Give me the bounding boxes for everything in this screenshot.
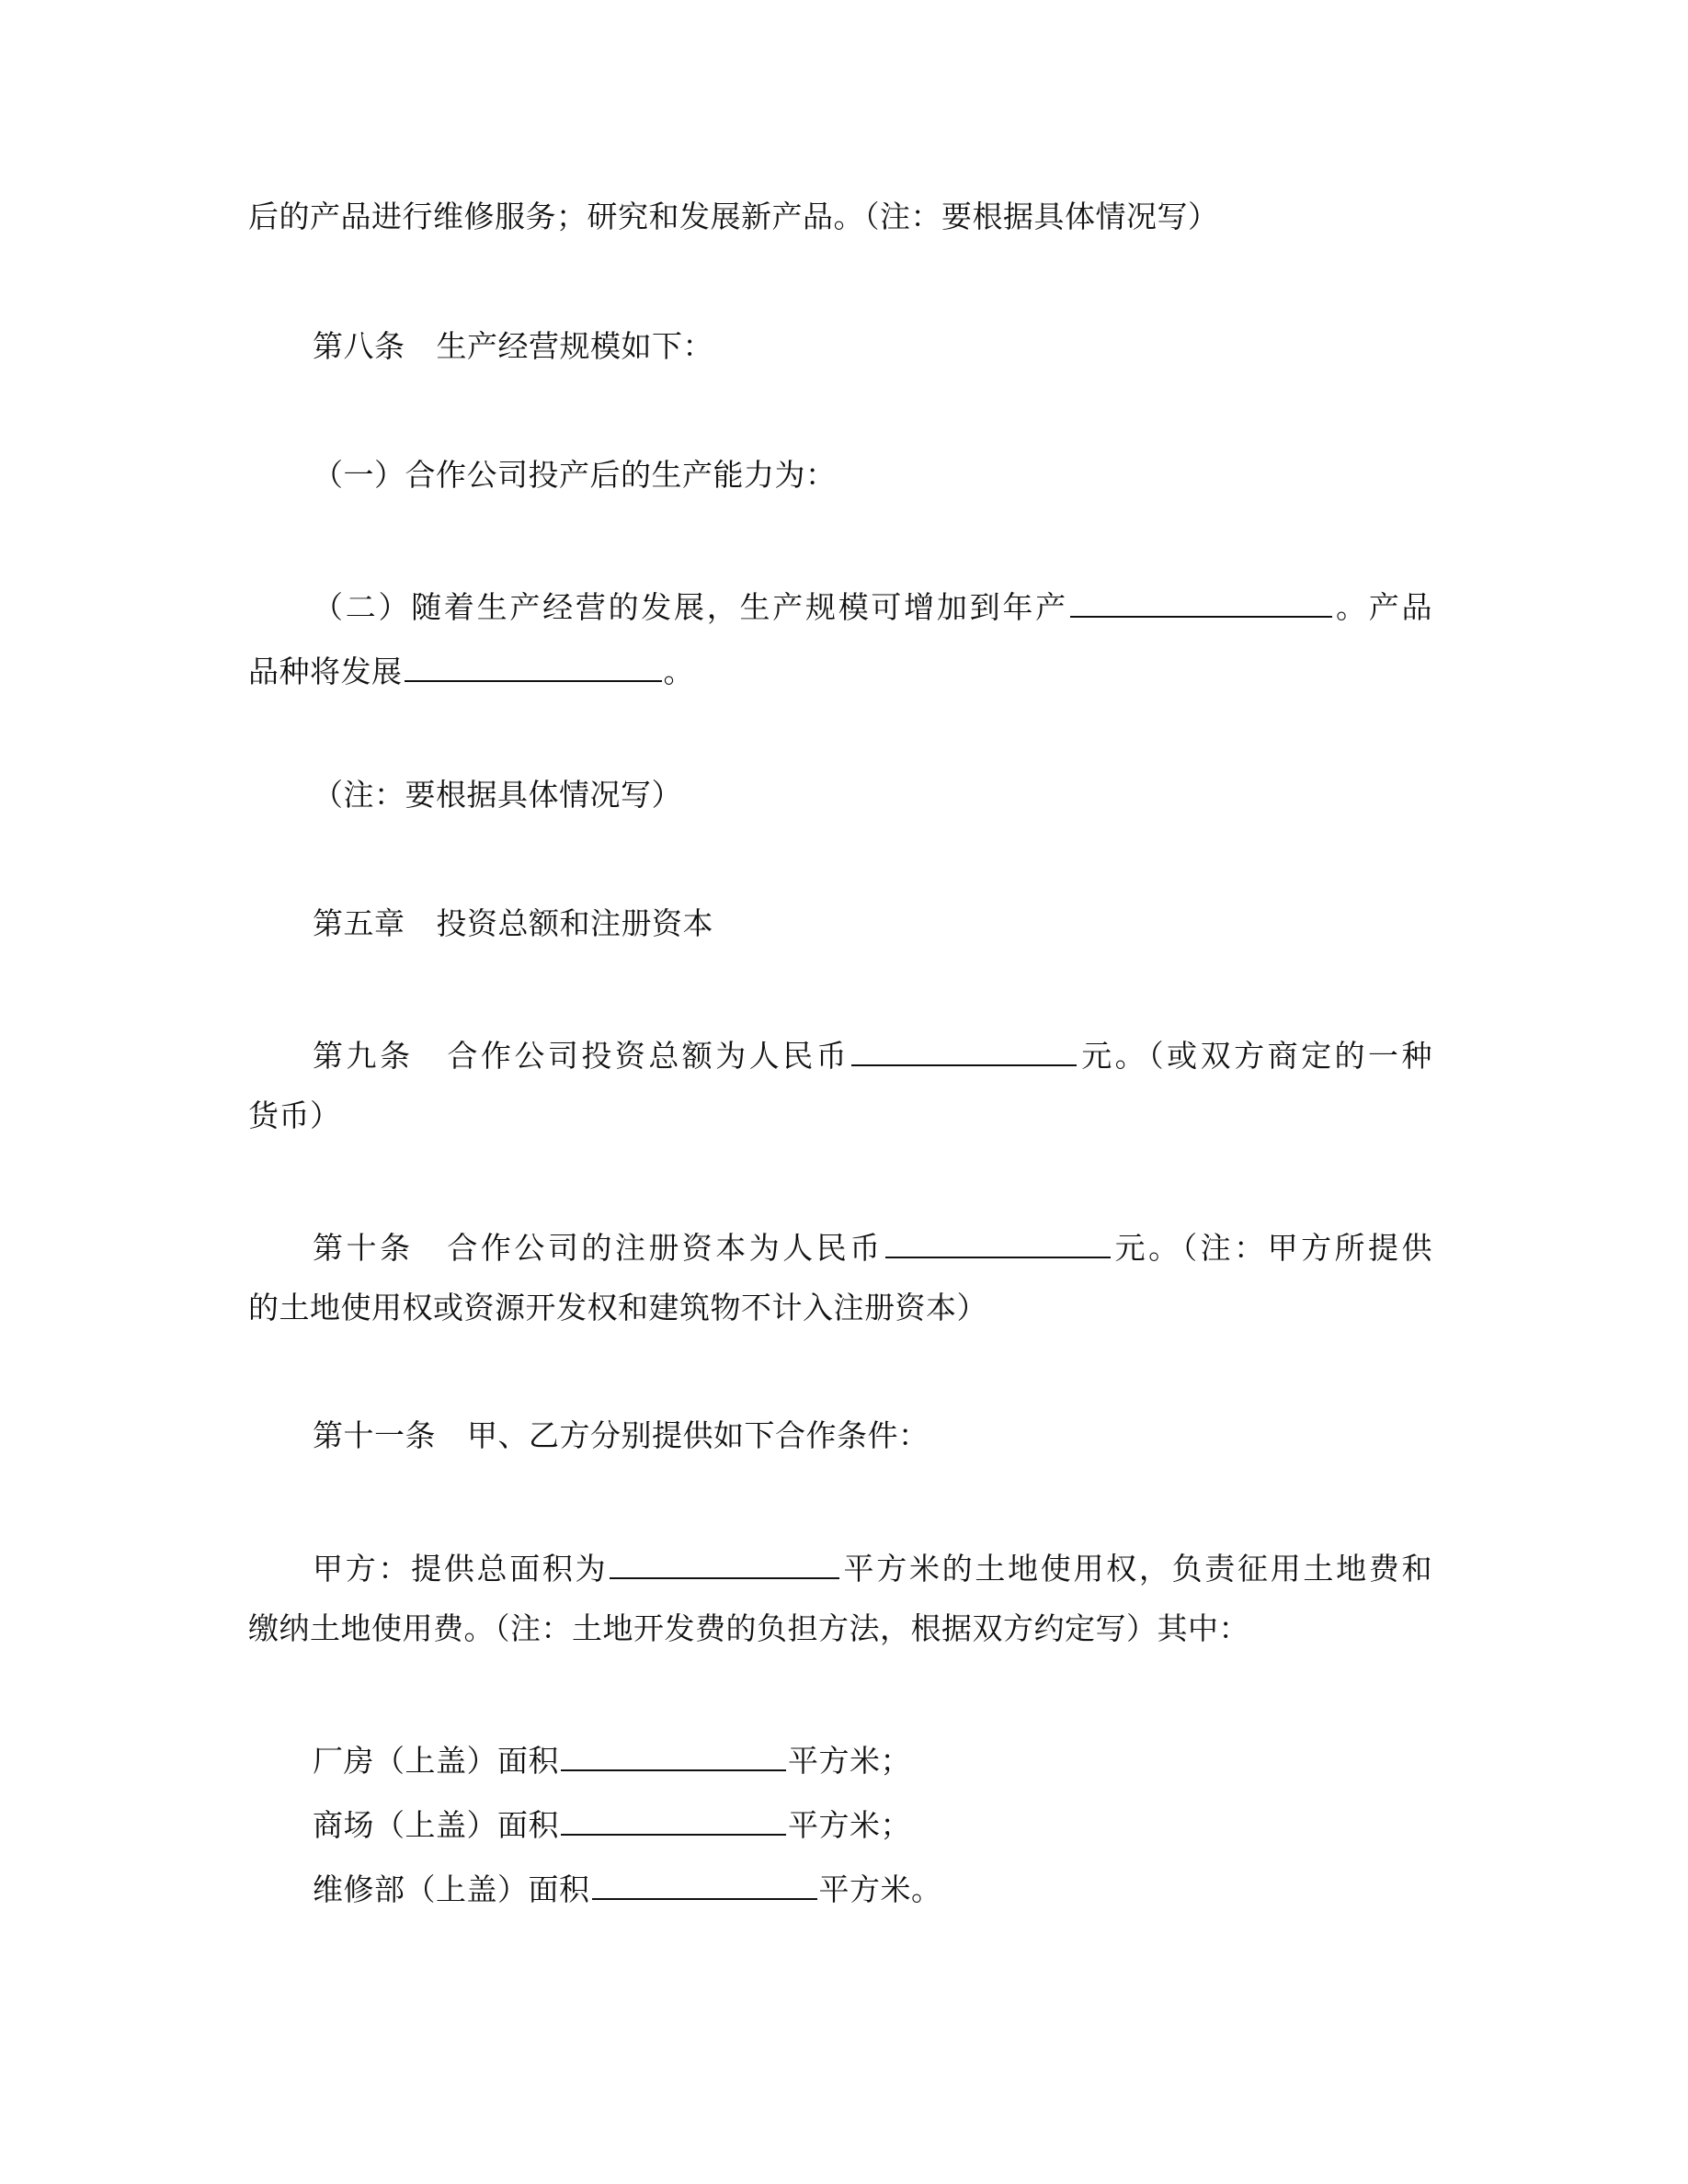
note bbox=[313, 777, 682, 813]
article-number: 第九条 bbox=[313, 1038, 414, 1074]
article-text: 元。（注：甲方所提供 bbox=[1112, 1230, 1433, 1266]
article-10-line-1 bbox=[313, 1225, 1432, 1267]
blank-field bbox=[851, 1033, 1077, 1066]
blank-field bbox=[1070, 585, 1332, 618]
item-text: 。 bbox=[663, 654, 694, 689]
article-number: 第十条 bbox=[313, 1230, 414, 1266]
party-a-line-1 bbox=[313, 1546, 1432, 1587]
paragraph-continuation bbox=[248, 199, 1219, 235]
blank-field bbox=[592, 1867, 817, 1900]
blank-field bbox=[885, 1225, 1111, 1258]
blank-field bbox=[561, 1803, 786, 1836]
area-unit: 平方米。 bbox=[818, 1871, 942, 1907]
article-11-heading bbox=[313, 1417, 930, 1454]
article-text: 的土地使用权或资源开发权和建筑物不计入注册资本） bbox=[248, 1290, 987, 1325]
article-text: 合作公司投资总额为人民币 bbox=[444, 1038, 850, 1074]
note-text: （注：要根据具体情况写） bbox=[313, 777, 682, 813]
repair-area-line bbox=[313, 1867, 942, 1908]
area-unit: 平方米； bbox=[788, 1743, 911, 1779]
item-text: （一）合作公司投产后的生产能力为： bbox=[313, 457, 837, 493]
item-text: 品种将发展 bbox=[248, 654, 403, 689]
article-10-line-2 bbox=[248, 1290, 987, 1326]
area-label: 商场（上盖）面积 bbox=[313, 1807, 559, 1843]
blank-field bbox=[610, 1546, 839, 1579]
party-a-line-2 bbox=[248, 1610, 1249, 1647]
area-label: 维修部（上盖）面积 bbox=[313, 1871, 590, 1907]
area-unit: 平方米； bbox=[788, 1807, 911, 1843]
blank-field bbox=[405, 649, 662, 682]
chapter-number: 第五章 bbox=[313, 905, 405, 941]
article-9-line-1 bbox=[313, 1033, 1432, 1075]
article-number: 第八条 bbox=[313, 328, 405, 364]
article-text: 货币） bbox=[248, 1098, 341, 1133]
article-title: 甲、乙方分别提供如下合作条件： bbox=[467, 1417, 930, 1453]
party-text: 缴纳土地使用费。（注：土地开发费的负担方法，根据双方约定写）其中： bbox=[248, 1610, 1249, 1646]
item-text: （二）随着生产经营的发展，生产规模可增加到年产 bbox=[313, 589, 1068, 625]
article-title: 生产经营规模如下： bbox=[436, 328, 713, 364]
article-8-heading bbox=[313, 328, 713, 365]
article-9-line-2 bbox=[248, 1098, 341, 1134]
chapter-title: 投资总额和注册资本 bbox=[436, 905, 713, 941]
text-segment: 后的产品进行维修服务；研究和发展新产品。（注：要根据具体情况写） bbox=[248, 199, 1219, 234]
factory-area-line bbox=[313, 1738, 911, 1780]
party-text: 平方米的土地使用权，负责征用土地费和 bbox=[841, 1551, 1433, 1587]
mall-area-line bbox=[313, 1803, 911, 1844]
area-label: 厂房（上盖）面积 bbox=[313, 1743, 559, 1779]
party-text: 甲方：提供总面积为 bbox=[313, 1551, 609, 1587]
article-text: 合作公司的注册资本为人民币 bbox=[444, 1230, 884, 1266]
article-number: 第十一条 bbox=[313, 1417, 436, 1453]
item-1 bbox=[313, 457, 837, 494]
item-2-line-1 bbox=[313, 585, 1432, 626]
chapter-5-heading bbox=[313, 905, 713, 942]
article-text: 元。（或双方商定的一种 bbox=[1078, 1038, 1433, 1074]
item-text: 。产品 bbox=[1333, 589, 1433, 625]
blank-field bbox=[561, 1738, 786, 1771]
item-2-line-2 bbox=[248, 649, 694, 690]
